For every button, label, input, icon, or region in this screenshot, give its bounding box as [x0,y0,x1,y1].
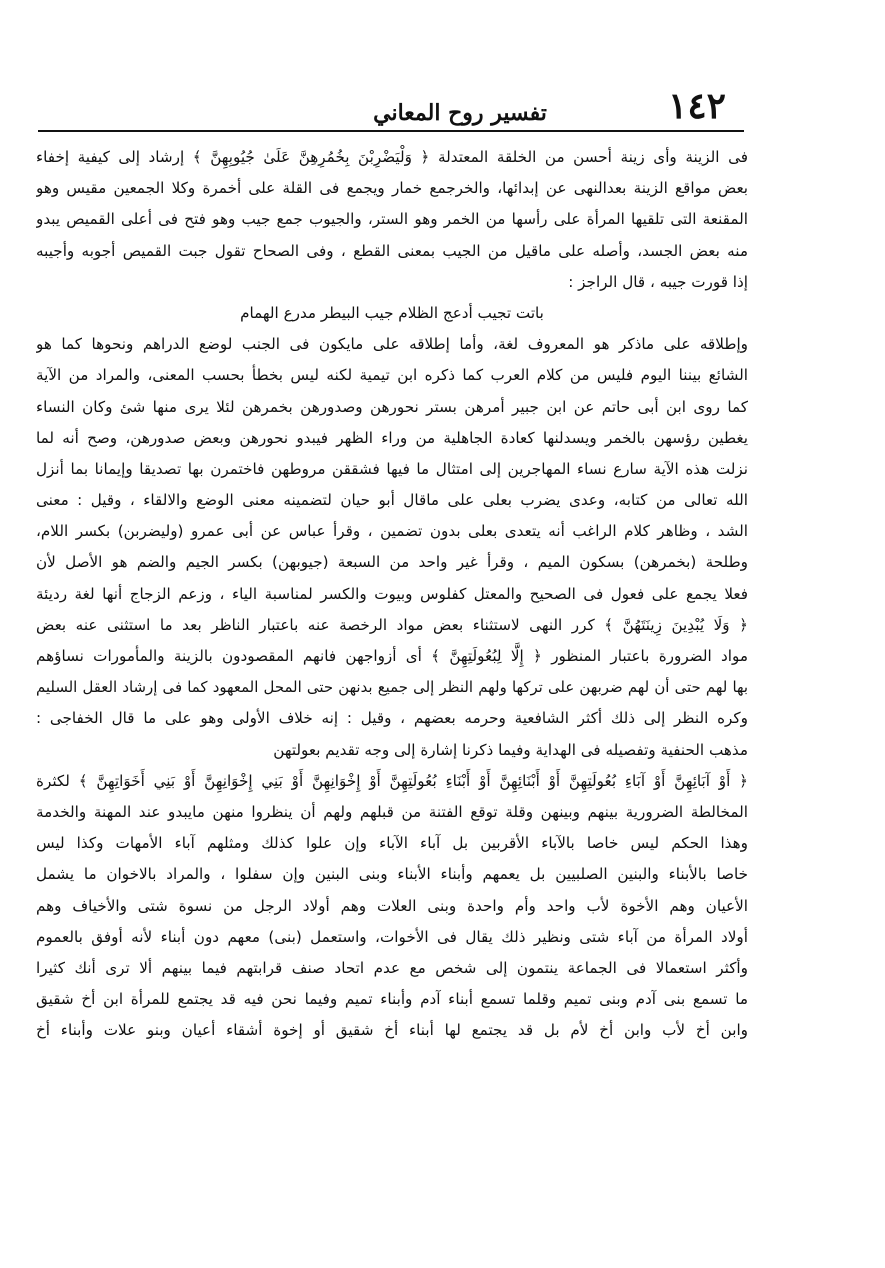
text-line: الأعيان وهم الأخوة لأب واحد وأم واحدة وبنى العلات وهم أولاد الرجل من نسوة شتى والأخياف وهم [36,896,748,915]
text-line: ﴿ وَلَا يُبْدِينَ زِينَتَهُنَّ ﴾ كرر النهى لاستثناء بعض مواد الرخصة عنه باعتبار الناظر بعد ما استثنى عنه بعض [36,615,748,634]
text-line: فعلا يجمع على فعول فى الصحيح والمعتل كفلوس وبيوت والكسر لمناسبة الياء ، وزعم الزجاج أنها لغة رديئة [36,584,748,603]
text-line: وهذا الحكم ليس خاصا بالآباء الأقربين بل آباء الآباء وإن علوا كذلك ومثلهم آباء الأمهات وكذا ليس [36,834,748,853]
text-line: منه بعض الجسد، وأصله على ماقيل من الجيب بمعنى القطع ، وفى الصحاح تقول جبت القميص أجوبه وأجيبه [36,241,748,260]
page-number-container [668,86,748,126]
text-line: نزلت هذه الآية سارع نساء المهاجرين إلى امتثال ما فيها فشققن مروطهن فاختمرن بها تصديقا وإيمانا بما أنزل [36,459,748,478]
text-line: بعض مواقع الزينة بعدالنهى عن إبدائها، والخرجمع خمار ويجمع فى القلة على أخمرة وكلا الجمعين مقيس وهو [36,179,748,198]
text-line: مذهب الحنفية وتفصيله فى الهداية وفيما ذكرنا إشارة إلى وجه تقديم بعولتهن [273,740,748,759]
text-line: الشد ، وظاهر كلام الراغب أنه يتعدى بعلى بدون تضمين ، وقرأ عباس عن أبى عمرو (وليضربن) بكسر اللام، [36,522,748,541]
page-number: ١٤٢ [668,85,727,127]
text-line: ما تسمع بنى آدم وبنى تميم وقلما تسمع أبناء آدم وأبناء تميم وفيما نحن فيه قد يجتمع للمرأة ابن أخ شقيق [36,990,748,1009]
text-line: كما روى ابن أبى حاتم عن ابن جبير أمرهن بستر نحورهن وصدورهن بخمرهن لئلا يرى منها شئ وكان النساء [36,397,748,416]
running-title: تفسير روح المعاني [373,100,547,126]
text-line: وابن أخ لأب وابن أخ لأم بل قد يجتمع لها أبناء أخ شقيق أو إخوة أشقاء أعيان وبنو علات وأبناء أخ [36,1021,748,1040]
text-line: وإطلاقه على ماذكر هو المعروف لغة، وأما إطلاقه على مايكون فى الجنب لوضع الدراهم ونحوها كما هو [36,335,748,354]
text-line: مواد الضرورة باعتبار المنظور ﴿ إِلَّا لِبُعُولَتِهِنَّ ﴾ أى أزواجهن فانهم المقصودون بالزينة والمأمورات نساؤهم [36,647,748,665]
text-line: وأكثر استعمالا فى الجماعة ينتمون إلى شخص مع عدم اتحاد صنف قرابتهم فيما بينهم ألا ترى أنك كثيرا [36,958,748,977]
header-rule [38,130,744,132]
text-line: المقنعة التى تلقيها المرأة على رأسها من الخمر وهو الستر، والجيوب جمع جيب وهو فتح فى أعلى القميص يبدو [36,210,748,229]
text-line: المخالطة الضرورية بينهم وبينهن وقلة توقع الفتنة من قبلهم ولهم أن ينظروا منهن مايبدو عند المهنة والخدمة [36,802,748,821]
text-line: أولاد المرأة من آباء شتى ونظير ذلك يقال فى الأخوات، واستعمل (بنى) معهم دون أبناء لأنه أوفق بالعموم [36,927,748,946]
text-line: بها لهم حتى أن لهم ضربهن على تركها ولهم النظر إلى جميع بدنهن حتى المحل المعهود كما فى إرشاد العقل السليم [36,678,748,697]
text-line: وطلحة (بخمرهن) بسكون الميم ، وقرأ غير واحد من السبعة (جيوبهن) بكسر الجيم والضم هو الأصل لأن [36,553,748,572]
text-line: يغطين رؤسهن بالخمر ويسدلنها كعادة الجاهلية من وراء الظهر فيبدو نحورهن وبعض صدورهن، وصح أنه لما [36,428,748,447]
text-line: خاصا بالأبناء والبنين الصلبيين بل يعمهم وأبناء الأبناء وبنى البنين وإن سفلوا ، والمراد بالاخوان ما يشمل [36,865,748,884]
page-body [36,142,748,1046]
text-line: وكره النظر إلى ذلك أكثر الشافعية وحرمه بعضهم ، وقيل : إنه خلاف الأولى وهو على ما قال الخفاجى : [36,709,748,728]
text-line: إذا قورت جيبه ، قال الراجز : [568,272,748,291]
text-line: فى الزينة وأى زينة أحسن من الخلقة المعتدلة ﴿ وَلْيَضْرِبْنَ بِخُمُرِهِنَّ عَلَىٰ جُيُوبِهِنَّ ﴾ إرشاد إلى كيفية إخفاء [36,148,748,166]
text-line: ﴿ أَوْ آبَائِهِنَّ أَوْ آبَاءِ بُعُولَتِهِنَّ أَوْ أَبْنَائِهِنَّ أَوْ أَبْنَاءِ بُعُولَتِهِنَّ أَوْ إِخْوَانِهِنَّ أَوْ بَنِي إِخْوَانِهِنَّ أَوْ بَنِي أَخَوَاتِهِنَّ ﴾ لكثرة [36,771,748,790]
text-line: الشائع بيننا اليوم فليس من كلام العرب كما ذكره ابن تيمية لكنه ليس بخطأ بحسب المعنى، والمراد من الآية [36,366,748,385]
text-line: الله تعالى من كتابه، وعدى يضرب بعلى على ماقال أبو حيان لتضمينه معنى الوضع والالقاء ، وقيل : معنى [36,491,748,510]
poetry-verse: باتت تجيب أدعج الظلام جيب البيطر مدرع الهمام [240,303,544,322]
